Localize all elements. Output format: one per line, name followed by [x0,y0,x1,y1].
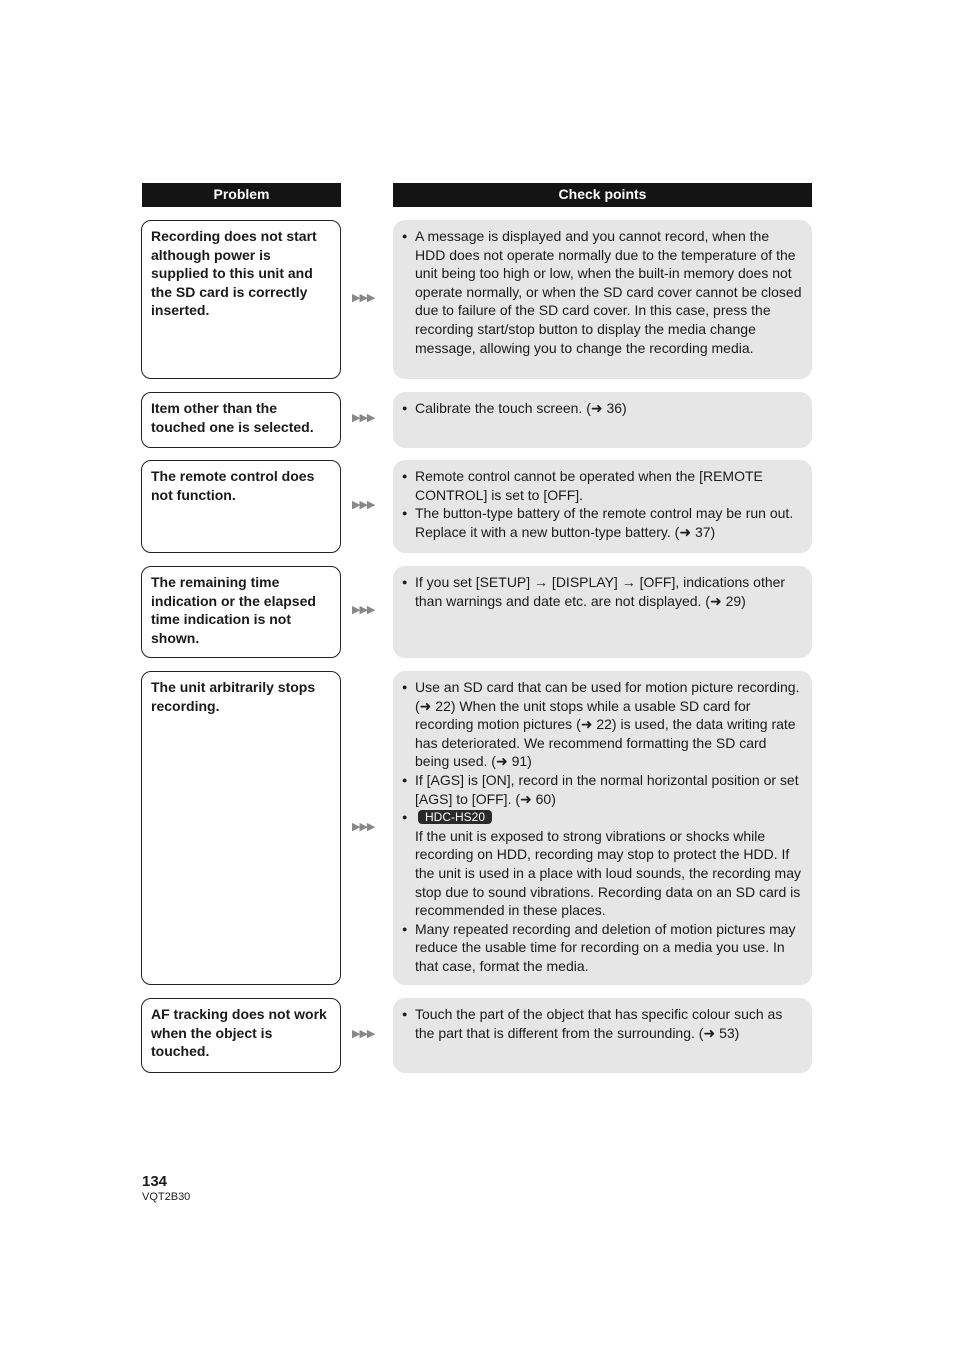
check-box-stops-recording [393,671,812,985]
page-number: 134 [142,1173,168,1190]
check-item: ● The button-type battery of the remote control may be run out. Replace it with a new button-type battery. (➜ 37) [415,504,802,541]
problem-text: Recording does not start although power is supplied to this unit and the SD card is correctly inserted. [151,228,317,319]
problem-text: The remote control does not function. [151,468,315,503]
check-box-touch-wrong-item [393,392,812,448]
problem-text: The remaining time indication or the elapsed time indication is not shown. [151,574,316,646]
problem-box-remote-control [141,460,341,553]
problem-text: The unit arbitrarily stops recording. [151,679,316,714]
check-item-text: If the unit is exposed to strong vibrations or shocks while recording on HDD, recording may stop to protect the HDD. If the unit is used in a place with loud sounds, the recording may stop due to sound vibrations. Recording data on an SD card is recommended in these places. [415,827,802,919]
arrow-icon: ▶▶▶ [352,821,375,833]
arrow-icon: ▶▶▶ [352,412,375,424]
check-item-model-specific [415,808,802,920]
check-box-time-indication [393,566,812,658]
problem-box-time-indication [141,566,341,658]
arrow-icon: ▶▶▶ [352,499,375,511]
check-item: ● If you set [SETUP] → [DISPLAY] → [OFF], indications other than warnings and date etc. are not displayed. (➜ 29) [415,573,802,610]
check-item: ● A message is displayed and you cannot record, when the HDD does not operate normally due to the temperature of the unit being too high or low, when the built-in memory does not operate normally, or when the SD card cover cannot be closed due to failure of the SD card cover. In this case, press the recording start/stop button to display the media change message, allowing you to change the recording media. [415,227,802,357]
check-item: ● Touch the part of the object that has specific colour such as the part that is different from the surrounding. (➜ 53) [415,1005,802,1042]
problem-column-header: Problem [142,183,341,207]
check-box-remote-control [393,460,812,553]
problem-text: AF tracking does not work when the object is touched. [151,1006,327,1060]
check-box-recording-not-start [393,220,812,379]
arrow-icon: ▶▶▶ [352,1028,375,1040]
arrow-icon: ▶▶▶ [352,604,375,616]
check-box-af-tracking [393,998,812,1073]
check-item: ● Many repeated recording and deletion of motion pictures may reduce the usable time for recording on a media you use. In that case, format the media. [415,920,802,976]
arrow-icon: ▶▶▶ [352,292,375,304]
document-code: VQT2B30 [142,1191,191,1203]
problem-box-stops-recording [141,671,341,985]
problem-box-touch-wrong-item [141,392,341,448]
check-item: ● If [AGS] is [ON], record in the normal horizontal position or set [AGS] to [OFF]. (➜ 60) [415,771,802,808]
problem-text: Item other than the touched one is selected. [151,400,314,435]
model-badge: HDC-HS20 [418,810,492,824]
check-item: ● Remote control cannot be operated when the [REMOTE CONTROL] is set to [OFF]. [415,467,802,504]
problem-box-af-tracking [141,998,341,1073]
check-item: ● Use an SD card that can be used for motion picture recording. (➜ 22) When the unit stops while a usable SD card for recording motion pictures (➜ 22) is used, the data writing rate has deteriorated. We recommend formatting the SD card being used. (➜ 91) [415,678,802,771]
check-points-column-header: Check points [393,183,812,207]
problem-box-recording-not-start [141,220,341,379]
check-item: ● Calibrate the touch screen. (➜ 36) [415,399,802,418]
